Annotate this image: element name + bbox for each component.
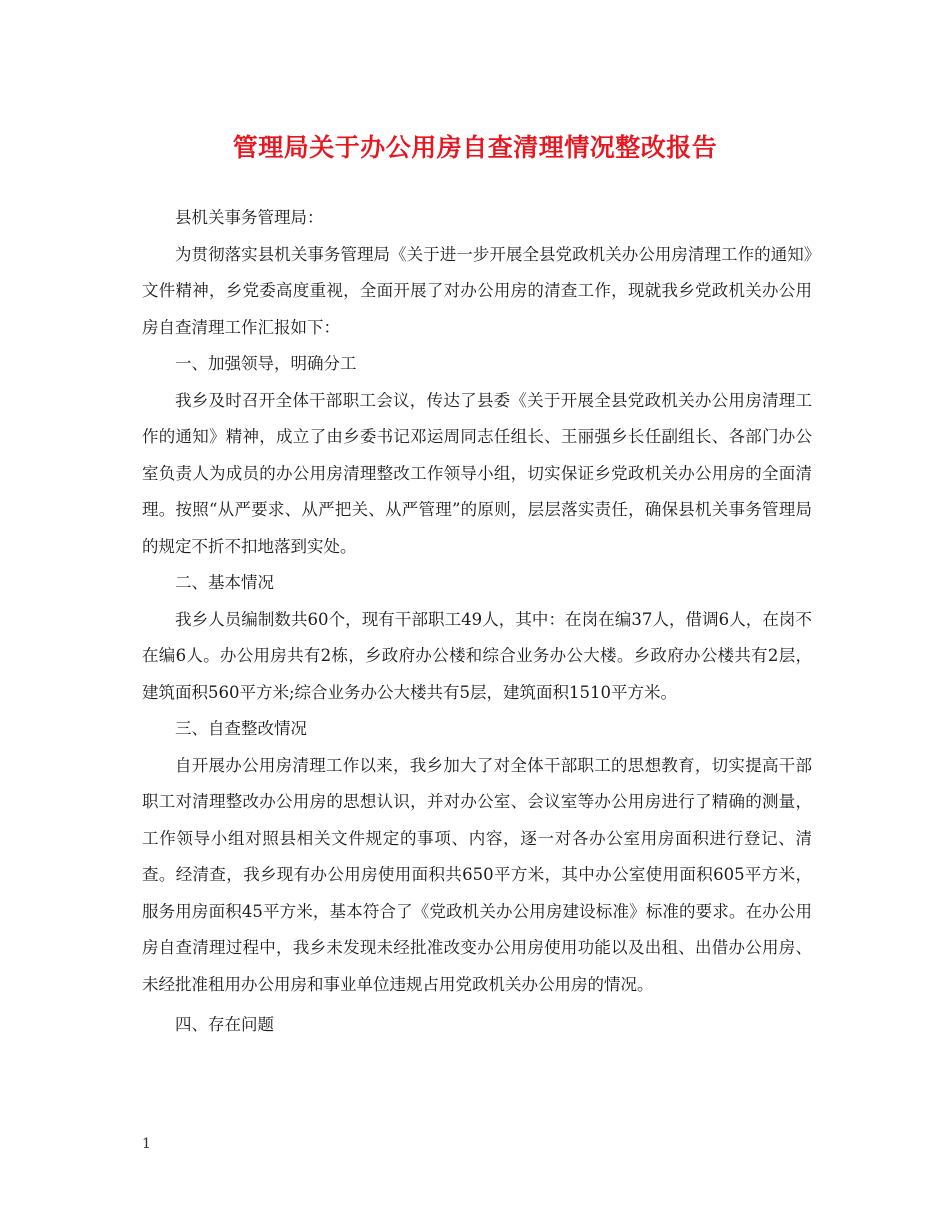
section-heading-4: 四、存在问题 — [175, 1015, 274, 1034]
salutation: 县机关事务管理局： — [175, 208, 324, 227]
document-body — [142, 200, 812, 1044]
page-number: 1 — [142, 1136, 151, 1152]
document-title: 管理局关于办公用房自查清理情况整改报告 — [232, 133, 718, 162]
section-paragraph-3: 自开展办公用房清理工作以来，我乡加大了对全体干部职工的思想教育，切实提高干部职工对清理整改办公用房的思想认识，并对办公室、会议室等办公用房进行了精确的测量，工作领导小组对照县相关文件规定的事项、内容，逐一对各办公室用房面积进行登记、清查。经清查，我乡现有办公用房使用面积共650平方米，其中办公室使用面积605平方米，服务用房面积45平方米，基本符合了《党政机关办公用房建设标准》标准的要求。在办公用房自查清理过程中，我乡未发现未经批准改变办公用房使用功能以及出租、出借办公用房、未经批准租用办公用房和事业单位违规占用党政机关办公用房的情况。 — [142, 755, 812, 994]
section-heading-2: 二、基本情况 — [175, 573, 274, 592]
intro-paragraph: 为贯彻落实县机关事务管理局《关于进一步开展全县党政机关办公用房清理工作的通知》文件精神，乡党委高度重视，全面开展了对办公用房的清查工作，现就我乡党政机关办公用房自查清理工作汇报如下： — [142, 244, 812, 337]
section-paragraph-1: 我乡及时召开全体干部职工会议，传达了县委《关于开展全县党政机关办公用房清理工作的通知》精神，成立了由乡委书记邓运周同志任组长、王丽强乡长任副组长、各部门办公室负责人为成员的办公用房清理整改工作领导小组，切实保证乡党政机关办公用房的全面清理。按照“从严要求、从严把关、从严管理”的原则，层层落实责任，确保县机关事务管理局的规定不折不扣地落到实处。 — [142, 390, 812, 556]
section-heading-3: 三、自查整改情况 — [175, 719, 307, 738]
section-heading-1: 一、加强领导，明确分工 — [175, 354, 357, 373]
section-paragraph-2: 我乡人员编制数共60个，现有干部职工49人，其中：在岗在编37人，借调6人，在岗不在编6人。办公用房共有2栋，乡政府办公楼和综合业务办公大楼。乡政府办公楼共有2层，建筑面积560平方米;综合业务办公大楼共有5层，建筑面积1510平方米。 — [142, 609, 812, 702]
